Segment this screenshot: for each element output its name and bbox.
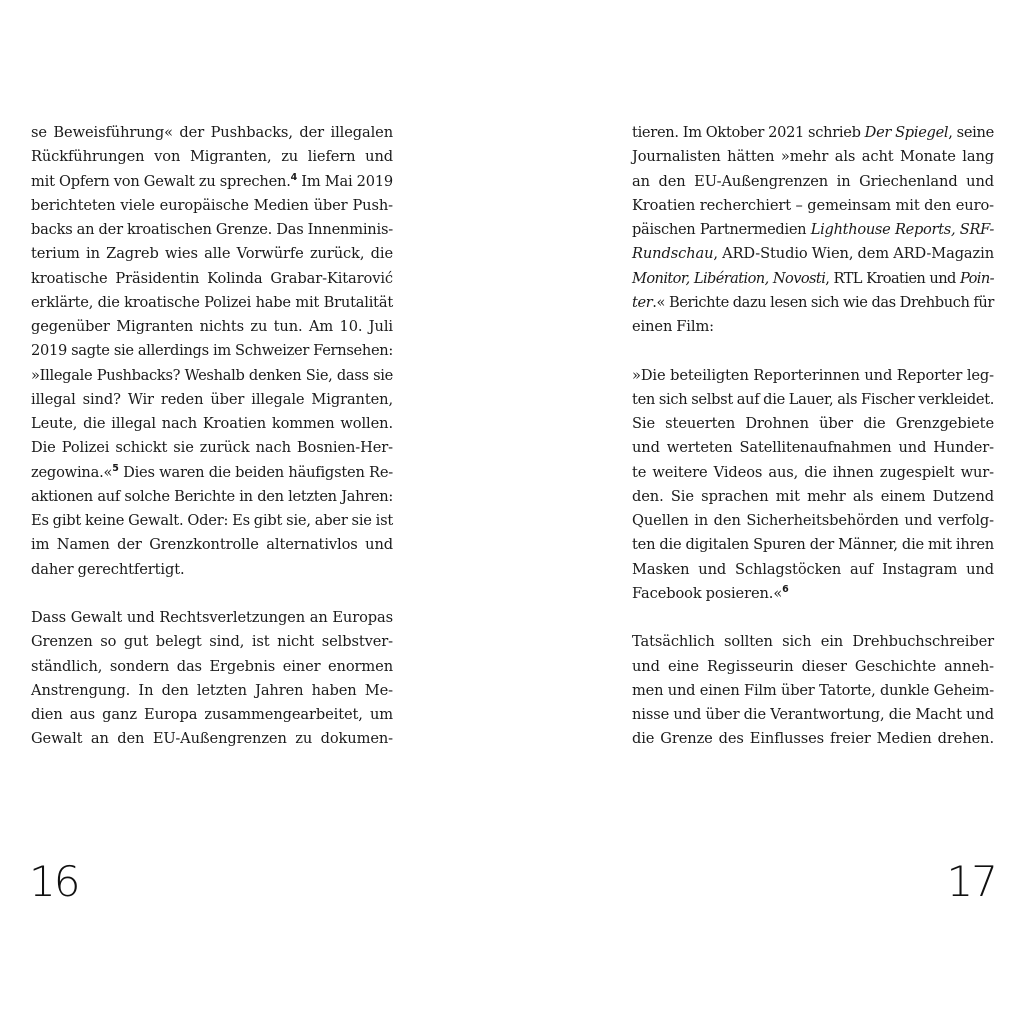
text-line (31, 606, 393, 630)
text-line (31, 655, 393, 679)
line-text: ten die digitalen Spuren der Männer, die mit ihren (632, 536, 994, 554)
text-line (31, 218, 393, 242)
text-line (632, 194, 994, 218)
text-line (632, 558, 994, 582)
line-text: und werteten Satellitenaufnahmen und Hunder- (632, 439, 994, 457)
text-line (31, 121, 393, 145)
text-line (632, 170, 994, 194)
line-text: terium in Zagreb wies alle Vorwürfe zurück, die (31, 245, 393, 263)
text-line (31, 485, 393, 509)
text-line (632, 679, 994, 703)
line-text: Es gibt keine Gewalt. Oder: Es gibt sie, aber sie ist (31, 512, 394, 529)
line-text: Tatsächlich sollten sich ein Drehbuchschreiber (632, 633, 994, 651)
line-text: päischen Partnermedien (632, 221, 811, 238)
text-line (632, 630, 994, 654)
line-text: erklärte, die kroatische Polizei habe mit Brutalität (31, 293, 393, 311)
paragraph-gap (632, 606, 994, 630)
line-text: gegenüber Migranten nichts zu tun. Am 10. Juli (31, 318, 393, 335)
line-text: berichteten viele europäische Medien über Push- (31, 196, 393, 214)
text-line (632, 461, 994, 485)
text-line (632, 291, 994, 315)
text-line (632, 436, 994, 460)
left-text-column (31, 121, 393, 752)
line-text-continued: Dies waren die beiden häufigsten Re- (118, 463, 393, 481)
footnote-marker: 6 (782, 583, 789, 595)
line-text: ten sich selbst auf die Lauer, als Fischer verkleidet. (632, 390, 995, 408)
line-text: die Grenze des Einflusses freier Medien drehen. (632, 730, 994, 748)
line-text: men und einen Film über Tatorte, dunkle Geheim- (632, 681, 994, 699)
text-line (31, 461, 393, 485)
text-line (632, 582, 994, 606)
line-text: Anstrengung. In den letzten Jahren haben Me- (31, 681, 393, 699)
line-text: backs an der kroatischen Grenze. Das Innenminis- (31, 221, 393, 238)
text-line (632, 242, 994, 266)
paragraph-gap (632, 339, 994, 363)
text-line (31, 533, 393, 557)
italic-title: Lighthouse Reports, SRF- (810, 221, 994, 238)
text-line (31, 339, 393, 363)
line-text: se Beweisführung« der Pushbacks, der illegalen (31, 124, 393, 141)
line-text: mit Opfern von Gewalt zu sprechen. (31, 172, 291, 190)
text-line (632, 509, 994, 533)
footnote-marker: 5 (112, 462, 119, 474)
italic-title: ter (632, 293, 653, 311)
line-text: an den EU-Außengrenzen in Griechenland und (632, 172, 994, 190)
line-text: dien aus ganz Europa zusammengearbeitet, um (31, 706, 393, 723)
text-line (632, 533, 994, 557)
line-text: Grenzen so gut belegt sind, ist nicht selbstver- (31, 633, 393, 651)
line-text: im Namen der Grenzkontrolle alternativlos und (31, 536, 393, 554)
italic-title: Poin- (959, 269, 994, 287)
paragraph-gap (31, 582, 393, 606)
text-line (31, 291, 393, 315)
line-text-continued: , seine (948, 124, 994, 141)
text-line (31, 436, 393, 460)
text-line (632, 364, 994, 388)
footnote-marker: 4 (290, 171, 298, 183)
line-text: Kroatien recherchiert – gemeinsam mit den euro- (632, 196, 994, 214)
line-text: daher gerechtfertigt. (31, 560, 185, 578)
text-line (632, 727, 994, 751)
line-text: Gewalt an den EU-Außengrenzen zu dokumen- (31, 730, 393, 748)
text-line (31, 170, 393, 194)
text-line (31, 267, 393, 291)
line-text: Facebook posieren.« (632, 584, 783, 602)
text-line (31, 509, 393, 533)
right-page (512, 0, 1024, 1024)
page-number-left: 16 (29, 857, 79, 906)
line-text: tieren. Im Oktober 2021 schrieb (632, 124, 865, 141)
line-text: Masken und Schlagstöcken auf Instagram und (632, 560, 994, 578)
text-line (632, 485, 994, 509)
line-text: aktionen auf solche Berichte in den letzten Jahren: (31, 487, 393, 505)
line-text: »Die beteiligten Reporterinnen und Reporter leg- (632, 366, 994, 384)
text-line (31, 558, 393, 582)
italic-title: Rundschau (632, 245, 714, 263)
line-text: te weitere Videos aus, die ihnen zugespielt wur- (632, 463, 994, 481)
line-text: kroatische Präsidentin Kolinda Grabar-Kitarović (31, 269, 393, 287)
line-text: Leute, die illegal nach Kroatien kommen wollen. (31, 415, 393, 432)
text-line (31, 727, 393, 751)
text-line (31, 364, 393, 388)
text-line (632, 218, 994, 242)
line-text: nisse und über die Verantwortung, die Macht und (632, 706, 994, 723)
text-line (632, 315, 994, 339)
line-text-continued: Im Mai 2019 (297, 172, 393, 190)
text-line (31, 630, 393, 654)
text-line (632, 388, 994, 412)
line-text-continued: , ARD-Studio Wien, dem ARD-Magazin (713, 245, 994, 263)
text-line (632, 412, 994, 436)
text-line (31, 412, 393, 436)
text-line (31, 315, 393, 339)
italic-title: Der Spiegel (864, 124, 949, 141)
line-text: illegal sind? Wir reden über illegale Migranten, (31, 390, 393, 408)
text-line (31, 242, 393, 266)
italic-title: Monitor, Libération, Novosti (632, 269, 826, 287)
text-line (632, 121, 994, 145)
line-text: Dass Gewalt und Rechtsverletzungen an Europas (31, 609, 393, 626)
line-text: einen Film: (632, 318, 714, 335)
line-text-continued: .« Berichte dazu lesen sich wie das Drehbuch für (652, 293, 994, 311)
line-text: 2019 sagte sie allerdings im Schweizer Fernsehen: (31, 342, 393, 360)
line-text: zegowina.« (31, 463, 113, 481)
text-line (31, 145, 393, 169)
line-text: Quellen in den Sicherheitsbehörden und verfolg- (632, 512, 994, 529)
right-text-column (632, 121, 994, 752)
line-text: Die Polizei schickt sie zurück nach Bosnien-Her- (31, 439, 393, 457)
line-text: Sie steuerten Drohnen über die Grenzgebiete (632, 415, 994, 432)
text-line (632, 655, 994, 679)
text-line (31, 388, 393, 412)
line-text-continued: , RTL Kroatien und (825, 269, 960, 287)
line-text: und eine Regisseurin dieser Geschichte anneh- (632, 657, 994, 675)
page-number-right: 17 (946, 857, 996, 906)
line-text: Rückführungen von Migranten, zu liefern und (31, 148, 393, 166)
text-line (31, 679, 393, 703)
line-text: ständlich, sondern das Ergebnis einer enormen (31, 657, 393, 675)
line-text: »Illegale Pushbacks? Weshalb denken Sie, dass sie (31, 366, 393, 384)
text-line (31, 194, 393, 218)
line-text: den. Sie sprachen mit mehr als einem Dutzend (632, 487, 994, 505)
text-line (31, 703, 393, 727)
text-line (632, 267, 994, 291)
text-line (632, 703, 994, 727)
line-text: Journalisten hätten »mehr als acht Monate lang (632, 148, 994, 166)
text-line (632, 145, 994, 169)
